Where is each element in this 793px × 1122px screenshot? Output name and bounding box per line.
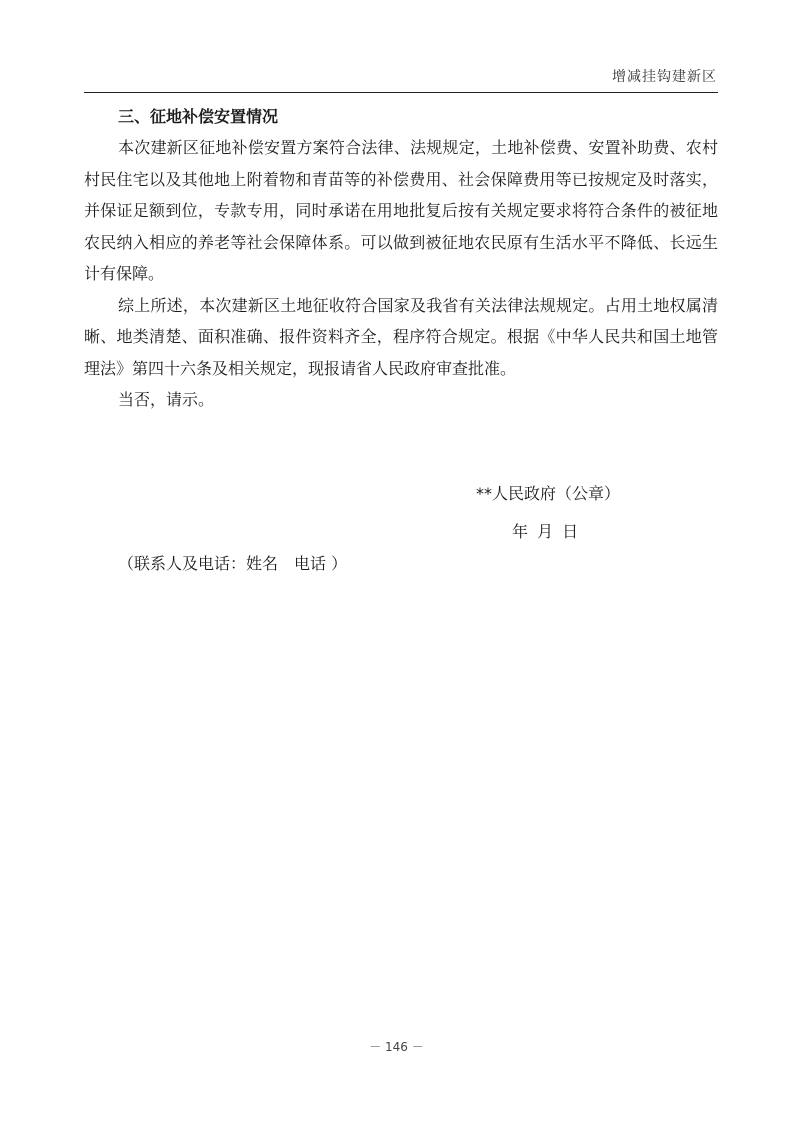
running-header: 增减挂钩建新区	[612, 69, 717, 85]
contact-info: （联系人及电话：姓名 电话 ）	[118, 553, 348, 573]
paragraph-closing: 当否，请示。	[118, 390, 215, 409]
signature-organization: **人民政府（公章）	[476, 483, 621, 503]
section-heading: 三、征地补偿安置情况	[118, 107, 279, 126]
paragraph-compensation: 本次建新区征地补偿安置方案符合法律、法规规定，土地补偿费、安置补助费、农村村民住宅以及其他地上附着物和青苗等的补偿费用、社会保障费用等已按规定及时落实，并保证足额到位，专款专用，同时承诺在用地批复后按有关规定要求将符合条件的被征地农民纳入相应的养老等社会保障体系。可以做到被征地农民原有生活水平不降低、长远生计有保障。	[84, 138, 718, 283]
signature-date: 年 月 日	[512, 521, 581, 541]
spacer	[84, 416, 718, 478]
paragraph-summary: 综上所述，本次建新区土地征收符合国家及我省有关法律法规规定。占用土地权属清晰、地类清楚、面积准确、报件资料齐全，程序符合规定。根据《中华人民共和国土地管理法》第四十六条及相关规定，现报请省人民政府审查批准。	[84, 295, 718, 378]
header-rule	[84, 92, 718, 93]
document-body	[84, 101, 718, 580]
page-number: － 146 －	[369, 1040, 424, 1054]
